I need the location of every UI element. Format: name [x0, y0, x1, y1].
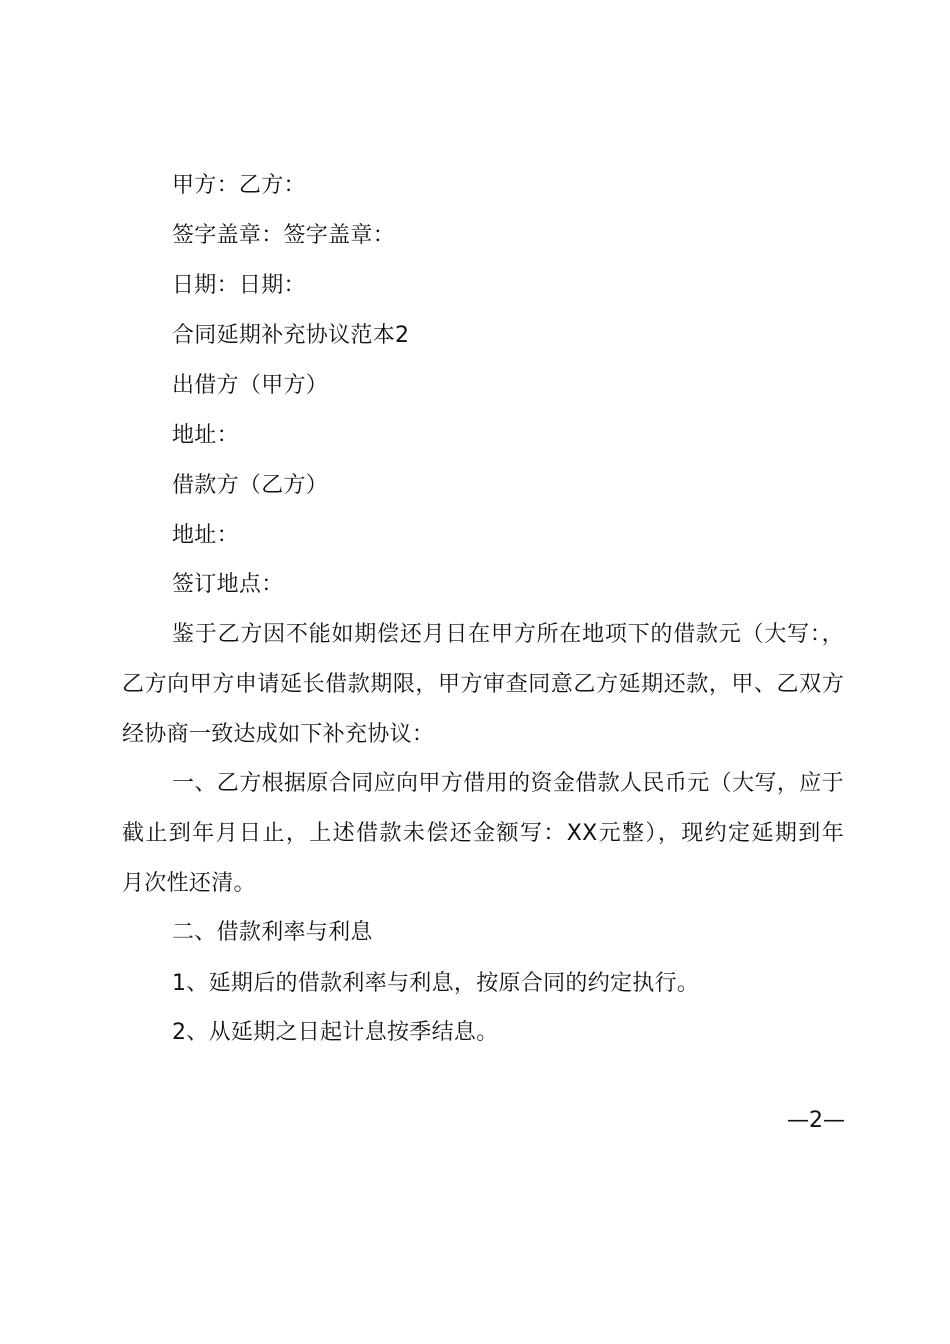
clause-item: 1、延期后的借款利率与利息，按原合同的约定执行。 [172, 971, 700, 996]
party-line: 甲方：乙方： [172, 173, 306, 198]
paragraph-line: 经协商一致达成如下补充协议： [122, 722, 435, 747]
borrower-address-label: 地址： [172, 523, 239, 548]
date-line: 日期：日期： [172, 273, 306, 298]
paragraph-line: 乙方向甲方申请延长借款期限，甲方审查同意乙方延期还款，甲、乙双方 [122, 672, 844, 697]
clause-line: 截止到年月日止，上述借款未偿还金额写：XX元整），现约定延期到年 [122, 821, 844, 846]
lender-label: 出借方（甲方） [172, 373, 329, 398]
borrower-label: 借款方（乙方） [172, 473, 329, 498]
page-number: —2— [787, 1108, 845, 1133]
signature-line: 签字盖章：签字盖章： [172, 223, 396, 248]
clause-line: 月次性还清。 [122, 871, 256, 896]
lender-address-label: 地址： [172, 423, 239, 448]
signing-place-label: 签订地点： [172, 572, 284, 597]
paragraph-line: 鉴于乙方因不能如期偿还月日在甲方所在地项下的借款元（大写：， [172, 622, 844, 647]
document-heading: 合同延期补充协议范本2 [172, 323, 410, 348]
clause-item: 2、从延期之日起计息按季结息。 [172, 1020, 499, 1045]
section-heading: 二、借款利率与利息 [172, 920, 373, 945]
clause-line: 一、乙方根据原合同应向甲方借用的资金借款人民币元（大写，应于 [172, 771, 844, 796]
